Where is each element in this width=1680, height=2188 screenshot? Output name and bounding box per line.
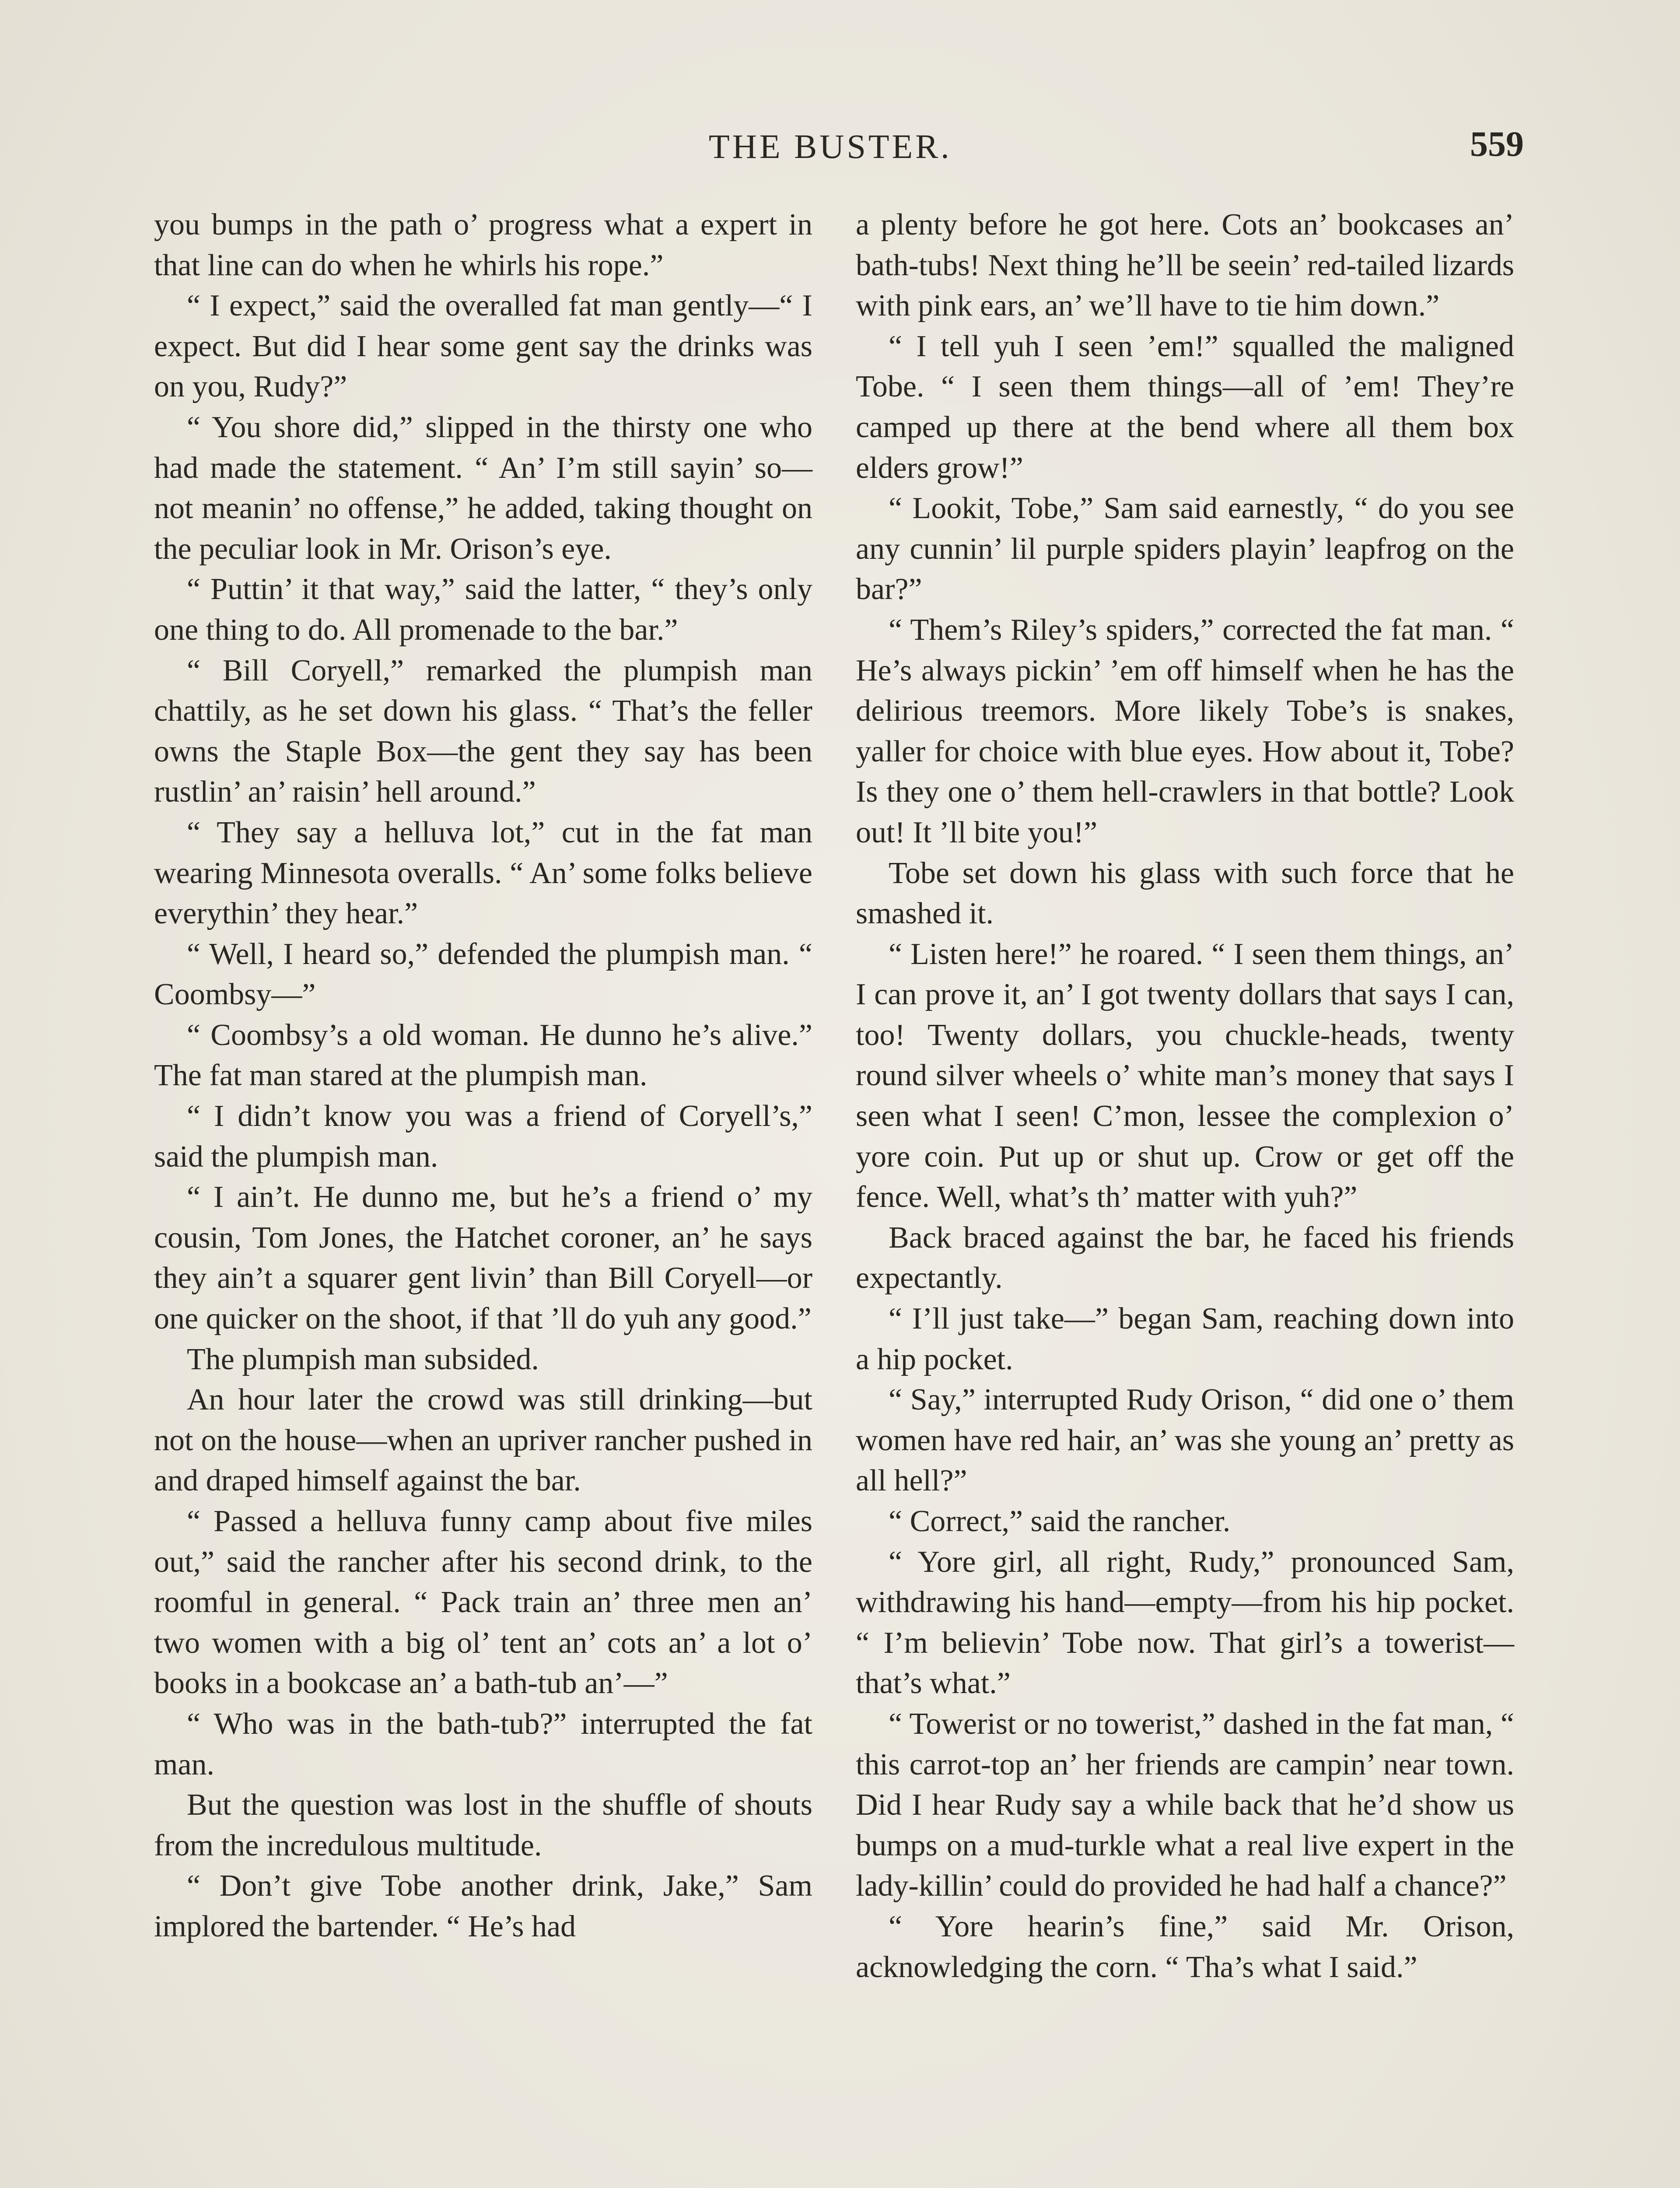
- paragraph: “ You shore did,” slipped in the thirsty one who had made the statement. “ An’ I’m still sayin’ so—not meanin’ no offense,” he added, taking thought on the peculiar look in Mr. Orison’s eye.: [154, 410, 812, 566]
- paragraph: “ Lookit, Tobe,” Sam said earnestly, “ do you see any cunnin’ lil purple spiders playin’ leapfrog on the bar?”: [856, 491, 1514, 607]
- paragraph: Tobe set down his glass with such force that he smashed it.: [856, 856, 1514, 931]
- paragraph: “ Don’t give Tobe another drink, Jake,” Sam implored the bartender. “ He’s had: [154, 1869, 812, 1943]
- paragraph: An hour later the crowd was still drinking—but not on the house—when an upriver rancher pushed in and draped himself against the bar.: [154, 1383, 812, 1498]
- paragraph: a plenty before he got here. Cots an’ bookcases an’ bath-tubs! Next thing he’ll be seein’ red-tailed lizards with pink ears, an’ we’ll have to tie him down.”: [856, 208, 1514, 323]
- paragraph: “ I tell yuh I seen ’em!” squalled the maligned Tobe. “ I seen them things—all of ’em! They’re camped up there at the bend where all them box elders grow!”: [856, 329, 1514, 485]
- paragraph: “ Them’s Riley’s spiders,” corrected the fat man. “ He’s always pickin’ ’em off himself when he has the delirious treemors. More likely Tobe’s is snakes, yaller for choice with blue eyes. How about it, Tobe? Is they one o’ them hell-crawlers in that bottle? Look out! It ’ll bite you!”: [856, 613, 1514, 849]
- paragraph: “ Who was in the bath-tub?” interrupted the fat man.: [154, 1707, 812, 1781]
- page-number: 559: [1470, 124, 1524, 164]
- paragraph: you bumps in the path o’ progress what a expert in that line can do when he whirls his rope.”: [154, 208, 812, 282]
- paragraph: “ Passed a helluva funny camp about five miles out,” said the rancher after his second drink, to the roomful in general. “ Pack train an’ three men an’ two women with a big ol’ tent an’ cots an’ a lot o’ books in a bookcase an’ a bath-tub an’—”: [154, 1504, 812, 1701]
- paragraph: “ I’ll just take—” began Sam, reaching down into a hip pocket.: [856, 1302, 1514, 1376]
- paragraph: “ Coombsy’s a old woman. He dunno he’s alive.” The fat man stared at the plumpish man.: [154, 1018, 812, 1093]
- paragraph: “ Bill Coryell,” remarked the plumpish man chattily, as he set down his glass. “ That’s the feller owns the Staple Box—the gent they say has been rustlin’ an’ raisin’ hell around.”: [154, 653, 812, 809]
- paragraph: “ Say,” interrupted Rudy Orison, “ did one o’ them women have red hair, an’ was she young an’ pretty as all hell?”: [856, 1383, 1514, 1498]
- paragraph: “ I didn’t know you was a friend of Coryell’s,” said the plumpish man.: [154, 1099, 812, 1174]
- running-title: THE BUSTER.: [709, 127, 952, 165]
- right-column: [856, 205, 1514, 1988]
- paragraph: “ Yore girl, all right, Rudy,” pronounced Sam, withdrawing his hand—empty—from his hip pocket. “ I’m believin’ Tobe now. That girl’s a towerist—that’s what.”: [856, 1545, 1514, 1701]
- paragraph: “ Towerist or no towerist,” dashed in the fat man, “ this carrot-top an’ her friends are campin’ near town. Did I hear Rudy say a while back that he’d show us bumps on a mud-turkle what a real live expert in the lady-killin’ could do provided he had half a chance?”: [856, 1707, 1514, 1903]
- paragraph: “ Puttin’ it that way,” said the latter, “ they’s only one thing to do. All promenade to the bar.”: [154, 572, 812, 647]
- paragraph: “ Well, I heard so,” defended the plumpish man. “ Coombsy—”: [154, 937, 812, 1012]
- paragraph: Back braced against the bar, he faced his friends expectantly.: [856, 1220, 1514, 1295]
- paragraph: “ Correct,” said the rancher.: [889, 1504, 1231, 1538]
- paragraph: The plumpish man subsided.: [187, 1342, 539, 1376]
- paragraph: “ I expect,” said the overalled fat man gently—“ I expect. But did I hear some gent say the drinks was on you, Rudy?”: [154, 289, 812, 404]
- left-column: [154, 205, 812, 1947]
- paragraph: But the question was lost in the shuffle of shouts from the incredulous multitude.: [154, 1788, 812, 1862]
- paragraph: “ I ain’t. He dunno me, but he’s a friend o’ my cousin, Tom Jones, the Hatchet coroner, an’ he says they ain’t a squarer gent livin’ than Bill Coryell—or one quicker on the shoot, if that ’ll do yuh any good.”: [154, 1180, 812, 1336]
- paragraph: “ Yore hearin’s fine,” said Mr. Orison, acknowledging the corn. “ Tha’s what I said.”: [856, 1909, 1514, 1984]
- paragraph: “ They say a helluva lot,” cut in the fat man wearing Minnesota overalls. “ An’ some folks believe everythin’ they hear.”: [154, 815, 812, 931]
- paragraph: “ Listen here!” he roared. “ I seen them things, an’ I can prove it, an’ I got twenty dollars that says I can, too! Twenty dollars, you chuckle-heads, twenty round silver wheels o’ white man’s money that says I seen what I seen! C’mon, lessee the complexion o’ yore coin. Put up or shut up. Crow or get off the fence. Well, what’s th’ matter with yuh?”: [856, 937, 1514, 1214]
